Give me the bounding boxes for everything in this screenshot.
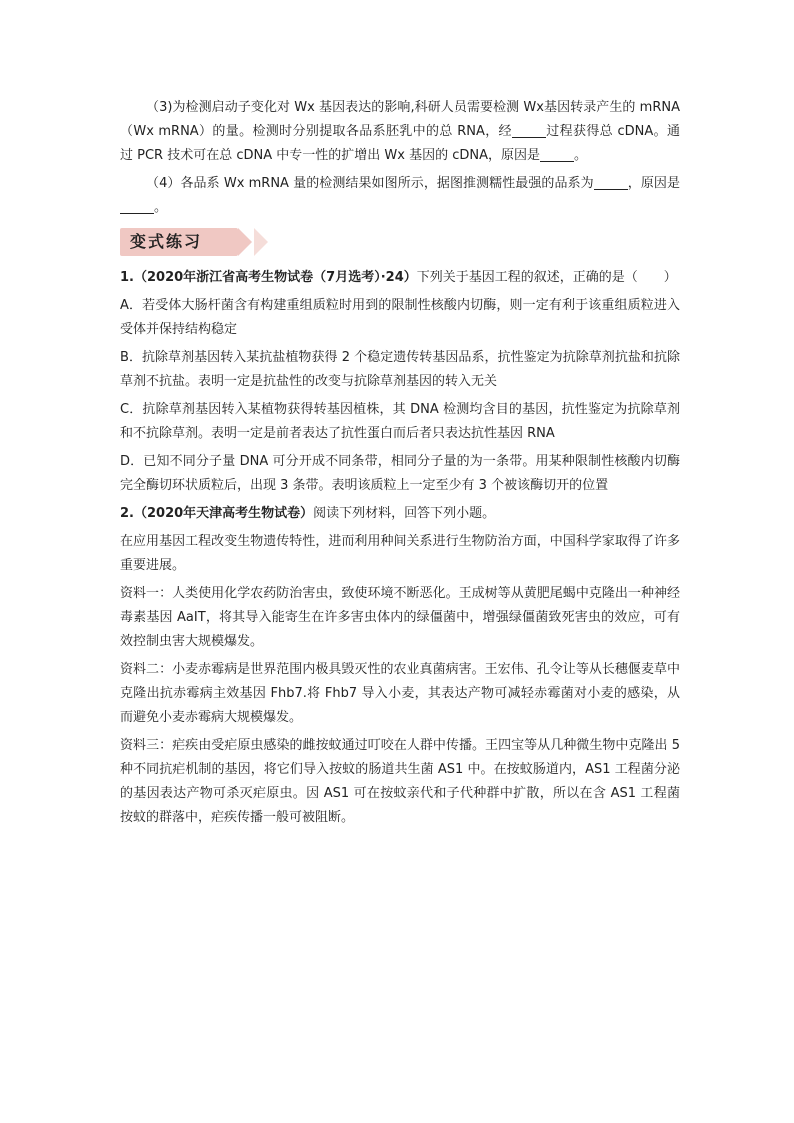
option-d: D．已知不同分子量 DNA 可分开成不同条带，相同分子量的为一条带。用某种限制性核酸内切酶完全酶切环状质粒后，出现 3 条带。表明该质粒上一定至少有 3 个被该酶切开的位置: [120, 454, 680, 493]
exercise-2-question: 阅读下列材料，回答下列小题。: [313, 506, 496, 521]
document-content: [120, 96, 680, 834]
exercise-1-number: 1.: [120, 270, 134, 285]
q3-text-2: 过程获得总 cDNA。通过 PCR 技术可在总 cDNA 中专一性的扩增出 Wx 基因的 cDNA，原因是: [120, 124, 680, 163]
q4-end: 。: [154, 200, 168, 215]
exercise-2-source: （2020年天津高考生物试卷）: [133, 506, 314, 521]
section-banner: [120, 226, 680, 260]
material-1: 资料一：人类使用化学农药防治害虫，致使环境不断恶化。王成树等从黄肥尾蝎中克隆出一种神经毒素基因 AaIT，将其导入能寄生在许多害虫体内的绿僵菌中，增强绿僵菌致死害虫的效应，可有效控制虫害大规模爆发。: [120, 586, 680, 649]
banner-arrow-icon: [254, 228, 268, 256]
question-3: [120, 96, 680, 168]
material-2: 资料二：小麦赤霉病是世界范围内极具毁灭性的农业真菌病害。王宏伟、孔令让等从长穗偃麦草中克隆出抗赤霉病主效基因 Fhb7.将 Fhb7 导入小麦，其表达产物可减轻赤霉菌对小麦的感染，从而避免小麦赤霉病大规模爆发。: [120, 662, 680, 725]
exercise-2-number: 2.: [120, 506, 134, 521]
exercise-1-source: （2020年浙江省高考生物试卷（7月选考）·24）: [133, 270, 417, 285]
banner-title: 变式练习: [130, 232, 203, 251]
answer-blank: [512, 123, 546, 138]
answer-blank: [120, 199, 154, 214]
answer-blank: [540, 147, 574, 162]
question-4: [120, 172, 680, 220]
exercise-1-question: 下列关于基因工程的叙述，正确的是（ ）: [416, 270, 677, 285]
option-c: C．抗除草剂基因转入某植物获得转基因植株，其 DNA 检测均含目的基因，抗性鉴定为抗除草剂和不抗除草剂。表明一定是前者表达了抗性蛋白而后者只表达抗性基因 RNA: [120, 402, 680, 441]
answer-blank: [594, 175, 628, 190]
option-a: A．若受体大肠杆菌含有构建重组质粒时用到的限制性核酸内切酶，则一定有利于该重组质粒进入受体并保持结构稳定: [120, 298, 680, 337]
q4-text-1: （4）各品系 Wx mRNA 量的检测结果如图所示，据图推测糯性最强的品系为: [146, 176, 594, 191]
q4-text-2: ，原因是: [627, 176, 680, 191]
option-b: B．抗除草剂基因转入某抗盐植物获得 2 个稳定遗传转基因品系，抗性鉴定为抗除草剂抗盐和抗除草剂不抗盐。表明一定是抗盐性的改变与抗除草剂基因的转入无关: [120, 350, 680, 389]
banner-arrow-icon: [238, 228, 252, 256]
q3-text-1: （3)为检测启动子变化对 Wx 基因表达的影响,科研人员需要检测 Wx基因转录产生的 mRNA（Wx mRNA）的量。检测时分别提取各品系胚乳中的总 RNA，经: [120, 100, 680, 139]
material-3: 资料三：疟疾由受疟原虫感染的雌按蚊通过叮咬在人群中传播。王四宝等从几种微生物中克隆出 5 种不同抗疟机制的基因，将它们导入按蚊的肠道共生菌 AS1 中。在按蚊肠道内，AS1 工程菌分泌的基因表达产物可杀灭疟原虫。因 AS1 可在按蚊亲代和子代种群中扩散，所以在含 AS1 工程菌按蚊的群落中，疟疾传播一般可被阻断。: [120, 738, 680, 825]
exercise-2-intro: 在应用基因工程改变生物遗传特性，进而利用种间关系进行生物防治方面，中国科学家取得了许多重要进展。: [120, 534, 680, 573]
exercise-2-stem: [120, 502, 680, 526]
q3-end: 。: [573, 148, 587, 163]
exercise-1-stem: [120, 266, 680, 290]
